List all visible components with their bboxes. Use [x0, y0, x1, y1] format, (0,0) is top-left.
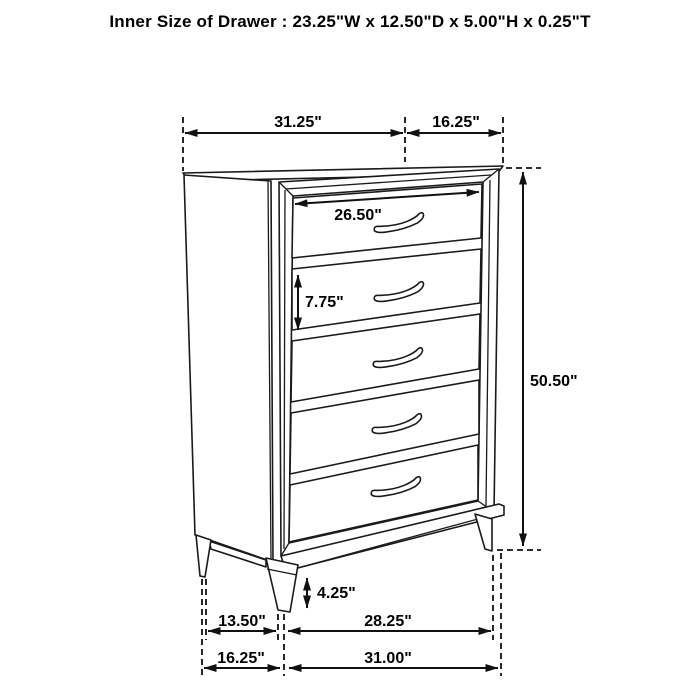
- leg-back-left: [196, 535, 211, 577]
- dim-top-depth: [407, 114, 503, 165]
- leg-front-left: [266, 558, 298, 612]
- dim-side-overall-depth-label: 16.25": [217, 650, 265, 667]
- dim-overall-height-label: 50.50": [530, 373, 578, 390]
- dim-overall-height: [497, 168, 578, 550]
- chest-side-panel: [184, 175, 273, 562]
- dim-leg-height-label: 4.25": [317, 585, 356, 602]
- dim-drawer-height-label: 7.75": [305, 294, 344, 311]
- page-title: Inner Size of Drawer : 23.25"W x 12.50"D x 5.00"H x 0.25"T: [109, 12, 591, 31]
- dim-side-leg-spacing-label: 13.50": [218, 613, 266, 630]
- dim-front-leg-spacing: [288, 613, 491, 631]
- dim-top-depth-label: 16.25": [432, 114, 480, 131]
- dim-side-leg-spacing: [208, 613, 276, 631]
- dim-top-width: [183, 114, 405, 171]
- dim-top-width-label: 31.25": [274, 114, 322, 131]
- dim-drawer-width-label: 26.50": [334, 207, 382, 224]
- leg-front-right: [475, 514, 492, 551]
- dim-front-leg-spacing-label: 28.25": [364, 613, 412, 630]
- dim-overall-width-label: 31.00": [364, 650, 412, 667]
- chest-drawing: [183, 166, 504, 612]
- dim-side-overall-depth: [204, 650, 280, 668]
- dim-overall-width: [289, 650, 498, 668]
- dim-leg-height: [307, 578, 356, 608]
